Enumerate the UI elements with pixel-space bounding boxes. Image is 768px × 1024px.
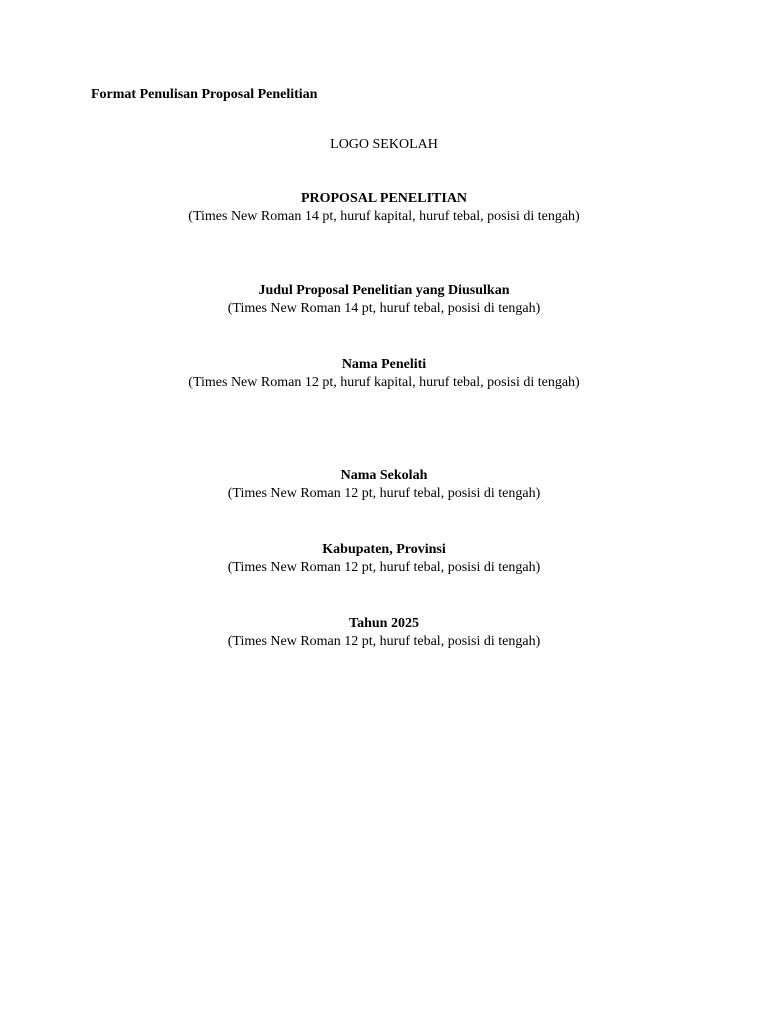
region-format-note: (Times New Roman 12 pt, huruf tebal, posisi di tengah)	[227, 560, 541, 575]
proposal-title: PROPOSAL PENELITIAN	[300, 191, 468, 206]
proposal-format-note: (Times New Roman 14 pt, huruf kapital, huruf tebal, posisi di tengah)	[188, 209, 580, 224]
proposal-title-block	[0, 190, 768, 226]
school-name-format-note: (Times New Roman 12 pt, huruf tebal, posisi di tengah)	[227, 486, 541, 501]
research-title: Judul Proposal Penelitian yang Diusulkan	[258, 283, 510, 298]
research-title-block	[0, 282, 768, 318]
researcher-name-block	[0, 356, 768, 392]
year-label: Tahun 2025	[349, 616, 419, 631]
document-heading: Format Penulisan Proposal Penelitian	[91, 87, 318, 102]
researcher-name: Nama Peneliti	[341, 357, 427, 372]
year-block	[0, 615, 768, 651]
logo-placeholder: LOGO SEKOLAH	[330, 137, 438, 152]
researcher-name-format-note: (Times New Roman 12 pt, huruf kapital, huruf tebal, posisi di tengah)	[188, 375, 580, 390]
region-name: Kabupaten, Provinsi	[322, 542, 446, 557]
school-name-block	[0, 467, 768, 503]
year-format-note: (Times New Roman 12 pt, huruf tebal, posisi di tengah)	[227, 634, 541, 649]
school-name: Nama Sekolah	[340, 468, 428, 483]
research-title-format-note: (Times New Roman 14 pt, huruf tebal, posisi di tengah)	[227, 301, 541, 316]
region-block	[0, 541, 768, 577]
